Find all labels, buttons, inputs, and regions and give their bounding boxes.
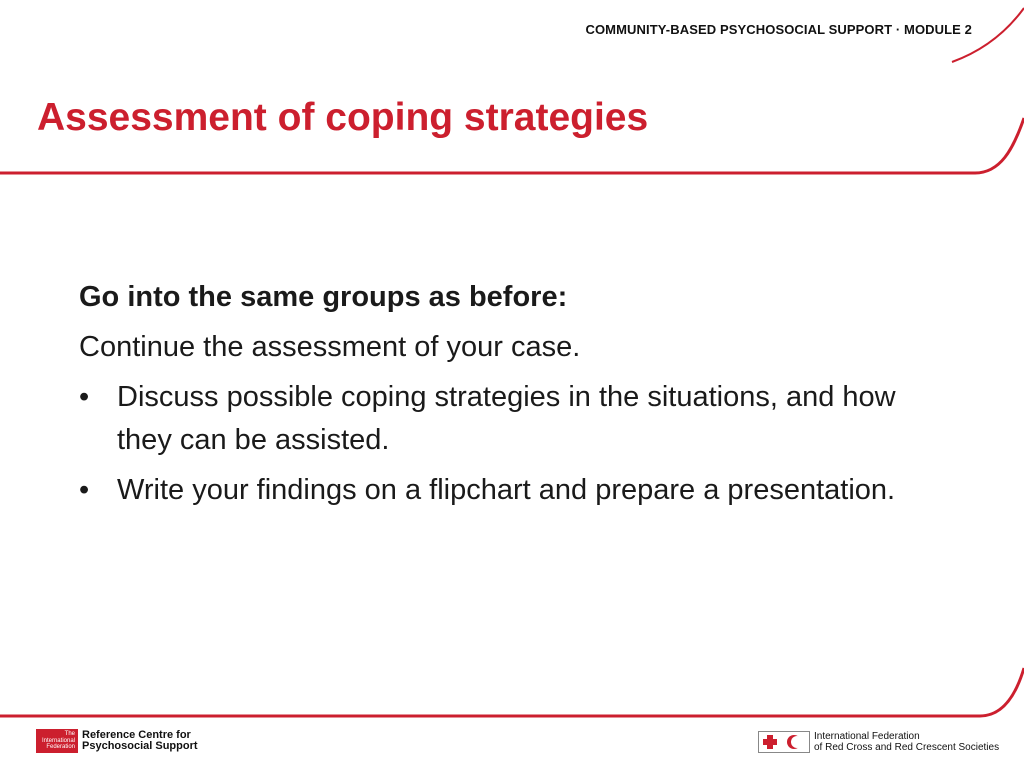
- instruction-intro: Continue the assessment of your case.: [79, 331, 581, 363]
- ifrc-logo: [758, 730, 999, 754]
- instruction-heading: Go into the same groups as before:: [79, 281, 568, 313]
- logo-box-line: Federation: [46, 744, 75, 750]
- red-cross-crescent-icon: [758, 731, 810, 753]
- bullet-marker: •: [79, 474, 90, 506]
- logo-text-line: Reference Centre for: [82, 729, 191, 741]
- bullet-text: Discuss possible coping strategies in the situations, and how they can be assisted.: [117, 381, 896, 456]
- logo-text-line: of Red Cross and Red Crescent Societies: [814, 742, 1000, 753]
- module-header-label: COMMUNITY-BASED PSYCHOSOCIAL SUPPORT · MODULE 2: [585, 22, 972, 37]
- logo-text-line: International Federation: [814, 731, 920, 742]
- logo-text-line: Psychosocial Support: [82, 740, 198, 752]
- slide-body: [79, 276, 939, 519]
- reference-centre-logo: [36, 729, 198, 753]
- logo-box-line: International: [41, 737, 75, 744]
- footer-divider-line: [0, 668, 1024, 716]
- logo-box-line: The: [64, 731, 75, 737]
- bullet-item: [79, 469, 939, 519]
- bullet-text: Write your findings on a flipchart and prepare a presentation.: [117, 474, 896, 506]
- bullet-item: [79, 376, 939, 469]
- slide-title: Assessment of coping strategies: [37, 96, 649, 139]
- ifrc-logo-box: [36, 729, 78, 753]
- ifrc-name: [814, 731, 999, 753]
- bullet-marker: •: [79, 381, 90, 413]
- reference-centre-name: [82, 730, 198, 752]
- bullet-list: [79, 376, 939, 519]
